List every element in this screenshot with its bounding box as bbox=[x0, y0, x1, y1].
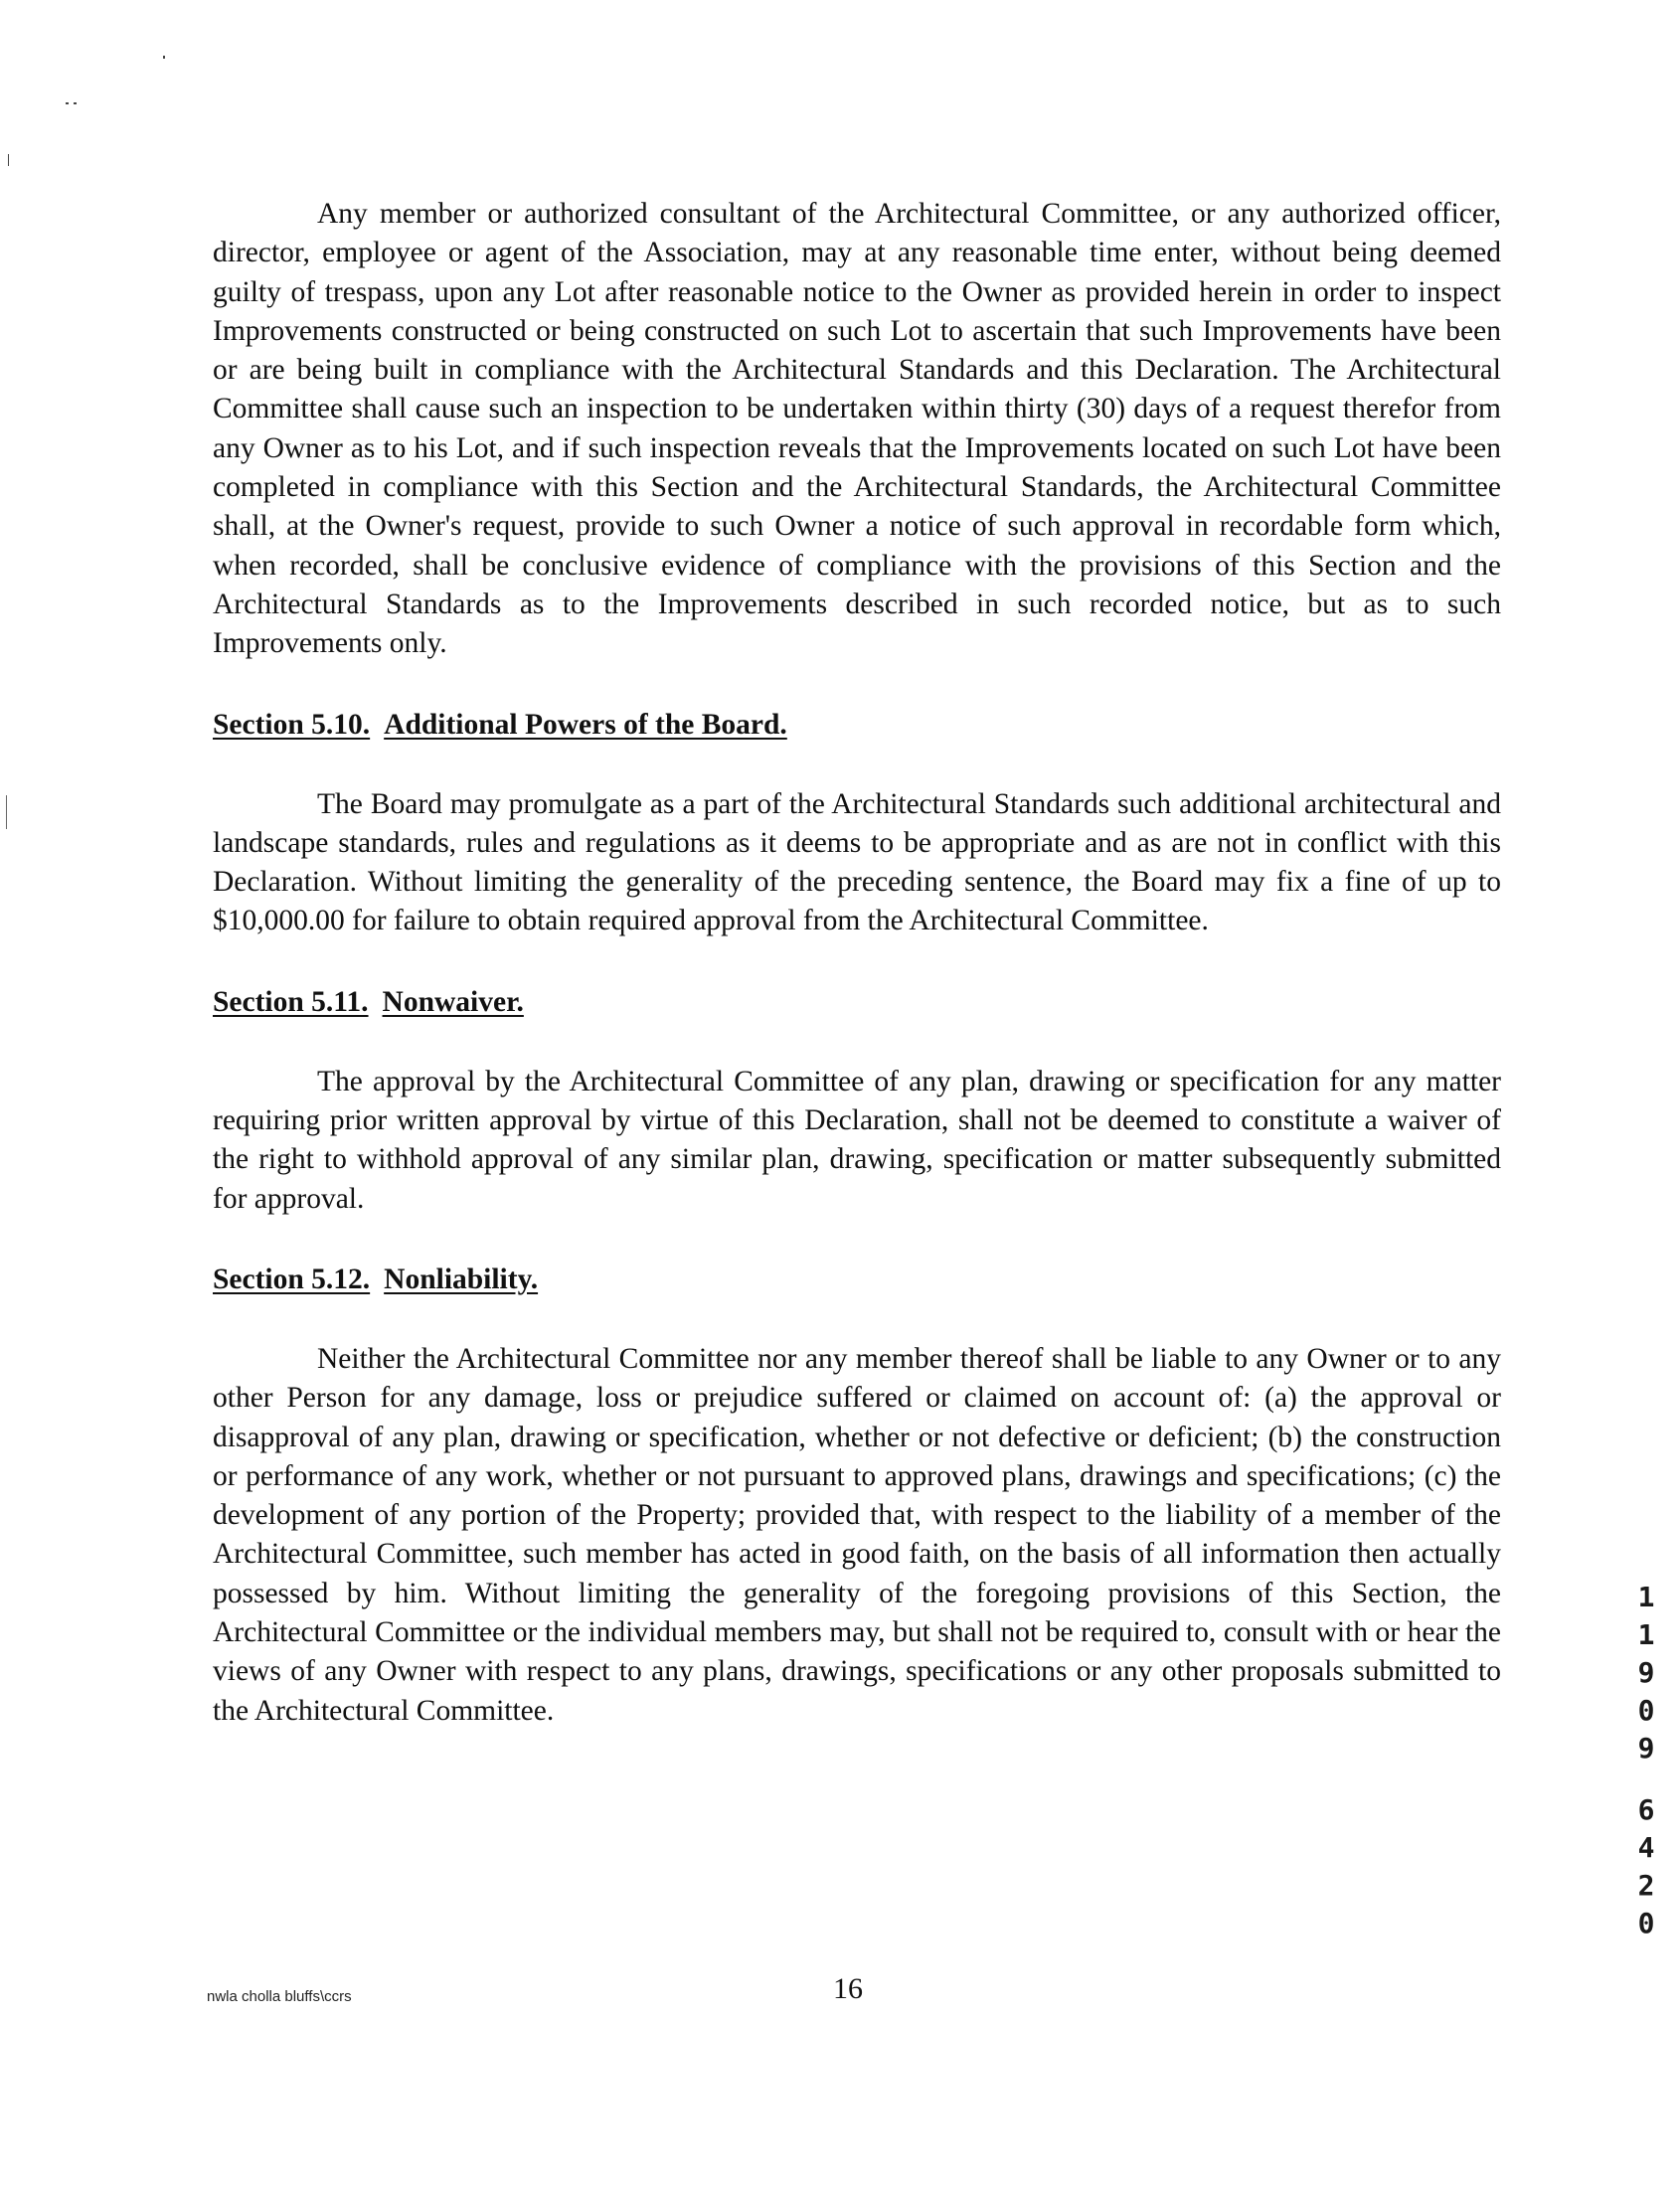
stamp-digit: 0 bbox=[1637, 1907, 1655, 1939]
section-number: Section 5.10. bbox=[213, 708, 371, 741]
stamp-digit: 6 bbox=[1637, 1793, 1655, 1826]
section-5-11-body: The approval by the Architectural Committee of any plan, drawing or specification for any matter requiring prior written approval by virtue of this Declaration, shall not be deemed to constitute a waiver of the right to withhold approval of any similar plan, drawing, specification or matter subsequently submitted for approval. bbox=[213, 1065, 1501, 1215]
document-body bbox=[213, 195, 1501, 1731]
stamp-digit: 9 bbox=[1637, 1732, 1655, 1765]
stamp-digit: 9 bbox=[1637, 1656, 1655, 1689]
section-number: Section 5.12. bbox=[213, 1263, 371, 1295]
stamp-digit: 1 bbox=[1637, 1618, 1655, 1651]
stamp-digit: 1 bbox=[1637, 1581, 1655, 1613]
section-title: Nonwaiver. bbox=[382, 985, 524, 1018]
scan-artifact bbox=[66, 102, 69, 104]
scan-artifact bbox=[6, 795, 7, 829]
section-5-12-heading bbox=[213, 1261, 1501, 1299]
section-5-12-body: Neither the Architectural Committee nor any member thereof shall be liable to any Owner or to any other Person for any damage, loss or prejudice suffered or claimed on account of: (a) the approval or disapproval of any plan, drawing or specification, whether or not defective or deficient; (b) the construction or performance of any work, whether or not pursuant to approved plans, drawings and specifications; (c) the development of any portion of the Property; provided that, with respect to the liability of a member of the Architectural Committee, such member has acted in good faith, on the basis of all information then actually possessed by him. Without limiting the generality of the foregoing provisions of this Section, the Architectural Committee or the individual members may, but shall not be required to, consult with or hear the views of any Owner with respect to any plans, drawings, specifications or any other proposals submitted to the Architectural Committee. bbox=[213, 1342, 1501, 1727]
recording-stamp bbox=[1628, 1579, 1664, 1942]
stamp-digit: 0 bbox=[1637, 1694, 1655, 1727]
section-5-10-heading bbox=[213, 706, 1501, 745]
stamp-digit: 2 bbox=[1637, 1869, 1655, 1902]
scan-artifact bbox=[163, 56, 165, 59]
section-5-10-body: The Board may promulgate as a part of the Architectural Standards such additional architectural and landscape standards, rules and regulations as it deems to be appropriate and as are not in conflict with this Declaration. Without limiting the generality of the preceding sentence, the Board may fix a fine of up to $10,000.00 for failure to obtain required approval from the Architectural Committee. bbox=[213, 787, 1501, 937]
stamp-digit: 4 bbox=[1637, 1831, 1655, 1864]
section-title: Nonliability. bbox=[384, 1263, 539, 1295]
footer-file-reference: nwla cholla bluffs\ccrs bbox=[207, 1988, 352, 2005]
section-number: Section 5.11. bbox=[213, 985, 369, 1018]
inspection-paragraph: Any member or authorized consultant of the Architectural Committee, or any authorized officer, director, employee or agent of the Association, may at any reasonable time enter, without being deemed guilty of trespass, upon any Lot after reasonable notice to the Owner as provided herein in order to inspect Improvements constructed or being constructed on such Lot to ascertain that such Improvements have been or are being built in compliance with the Architectural Standards and this Declaration. The Architectural Committee shall cause such an inspection to be undertaken within thirty (30) days of a request therefor from any Owner as to his Lot, and if such inspection reveals that the Improvements located on such Lot have been completed in compliance with this Section and the Architectural Standards, the Architectural Committee shall, at the Owner's request, provide to such Owner a notice of such approval in recordable form which, when recorded, shall be conclusive evidence of compliance with the provisions of this Section and the Architectural Standards as to the Improvements described in such recorded notice, but as to such Improvements only. bbox=[213, 198, 1501, 660]
page-number: 16 bbox=[833, 1972, 863, 2005]
scan-artifact bbox=[74, 102, 77, 104]
stamp-spacer bbox=[1628, 1768, 1664, 1791]
section-title: Additional Powers of the Board. bbox=[384, 708, 787, 741]
scan-artifact bbox=[8, 154, 9, 166]
section-5-11-heading bbox=[213, 983, 1501, 1022]
